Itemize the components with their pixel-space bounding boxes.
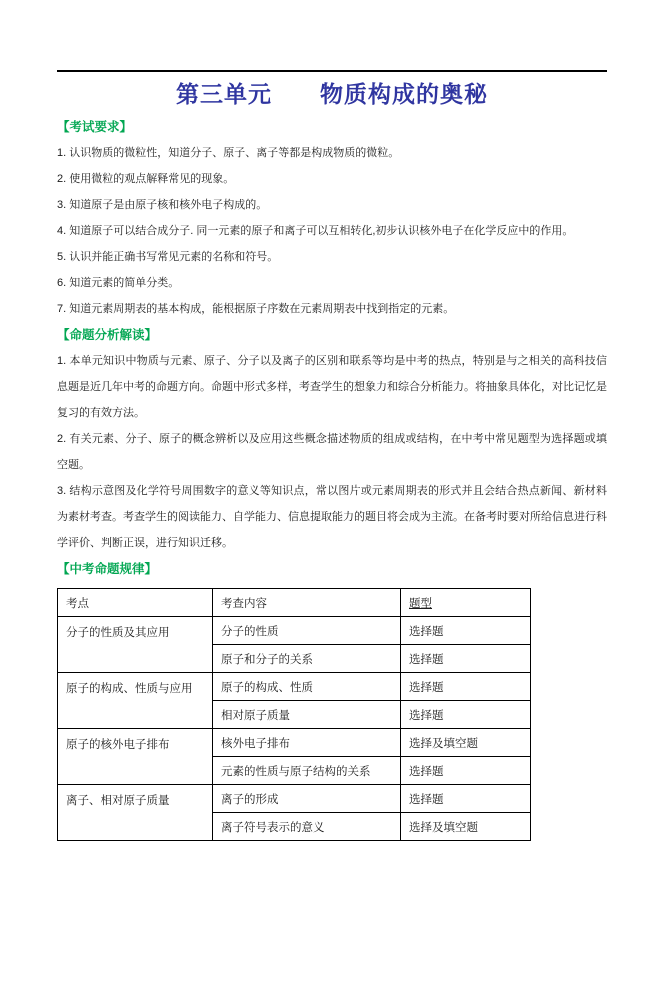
header-cell-content [213,589,401,617]
cell-content: 相对原子质量 [213,701,401,729]
table-header-row [58,589,531,617]
cell-content: 原子和分子的关系 [213,645,401,673]
cell-type: 选择题 [401,617,531,645]
table-row [58,785,531,813]
section-heading-analysis: 【命题分析解读】 [57,328,158,342]
header-rule [57,70,607,72]
cell-type: 选择题 [401,645,531,673]
cell-content: 离子符号表示的意义 [213,813,401,841]
section-heading-exam-patterns: 【中考命题规律】 [57,562,158,576]
requirement-item-6: 6. 知道元素的简单分类。 [57,277,180,289]
cell-type: 选择题 [401,701,531,729]
requirement-item-1: 1. 认识物质的微粒性，知道分子、原子、离子等都是构成物质的微粒。 [57,147,400,159]
cell-type: 选择及填空题 [401,813,531,841]
header-label-content: 考查内容 [221,597,267,610]
cell-type: 选择题 [401,785,531,813]
table-row [58,673,531,701]
table-row [58,617,531,645]
cell-content: 离子的形成 [213,785,401,813]
cell-content: 元素的性质与原子结构的关系 [213,757,401,785]
cell-point-molecule: 分子的性质及其应用 [58,617,213,673]
cell-content: 原子的构成、性质 [213,673,401,701]
requirement-item-3: 3. 知道原子是由原子核和核外电子构成的。 [57,199,268,211]
cell-point-electron: 原子的核外电子排布 [58,729,213,785]
page-title: 第三单元 物质构成的奥秘 [176,82,488,107]
table-row [58,729,531,757]
header-label-type: 题型 [409,597,432,610]
analysis-item-2: 2. 有关元素、分子、原子的概念辨析以及应用这些概念描述物质的组成或结构，在中考中常见题型为选择题或填空题。 [57,433,607,471]
document-page [0,70,661,1005]
header-cell-type [401,589,531,617]
analysis-item-1: 1. 本单元知识中物质与元素、原子、分子以及离子的区别和联系等均是中考的热点，特别是与之相关的高科技信息题是近几年中考的命题方向。命题中形式多样，考查学生的想象力和综合分析能力。将抽象具体化，对比记忆是复习的有效方法。 [57,355,607,419]
cell-point-ion: 离子、相对原子质量 [58,785,213,841]
cell-content: 分子的性质 [213,617,401,645]
cell-type: 选择题 [401,757,531,785]
exam-patterns-table [57,588,531,841]
requirement-item-5: 5. 认识并能正确书写常见元素的名称和符号。 [57,251,279,263]
header-cell-point [58,589,213,617]
section-exam-requirements [57,114,607,322]
section-heading-exam-requirements: 【考试要求】 [57,120,133,134]
section-exam-patterns [57,556,607,841]
requirement-item-2: 2. 使用微粒的观点解释常见的现象。 [57,173,235,185]
cell-point-atom: 原子的构成、性质与应用 [58,673,213,729]
requirement-item-7: 7. 知道元素周期表的基本构成，能根据原子序数在元素周期表中找到指定的元素。 [57,303,455,315]
requirement-item-4: 4. 知道原子可以结合成分子. 同一元素的原子和离子可以互相转化,初步认识核外电子在化学反应中的作用。 [57,225,574,237]
header-label-point: 考点 [66,597,89,610]
cell-content: 核外电子排布 [213,729,401,757]
cell-type: 选择题 [401,673,531,701]
analysis-item-3: 3. 结构示意图及化学符号周围数字的意义等知识点，常以图片或元素周期表的形式并且会结合热点新闻、新材料为素材考查。考查学生的阅读能力、自学能力、信息提取能力的题目将会成为主流。在备考时要对所给信息进行科学评价、判断正误，进行知识迁移。 [57,485,607,549]
section-analysis [57,322,607,556]
cell-type: 选择及填空题 [401,729,531,757]
